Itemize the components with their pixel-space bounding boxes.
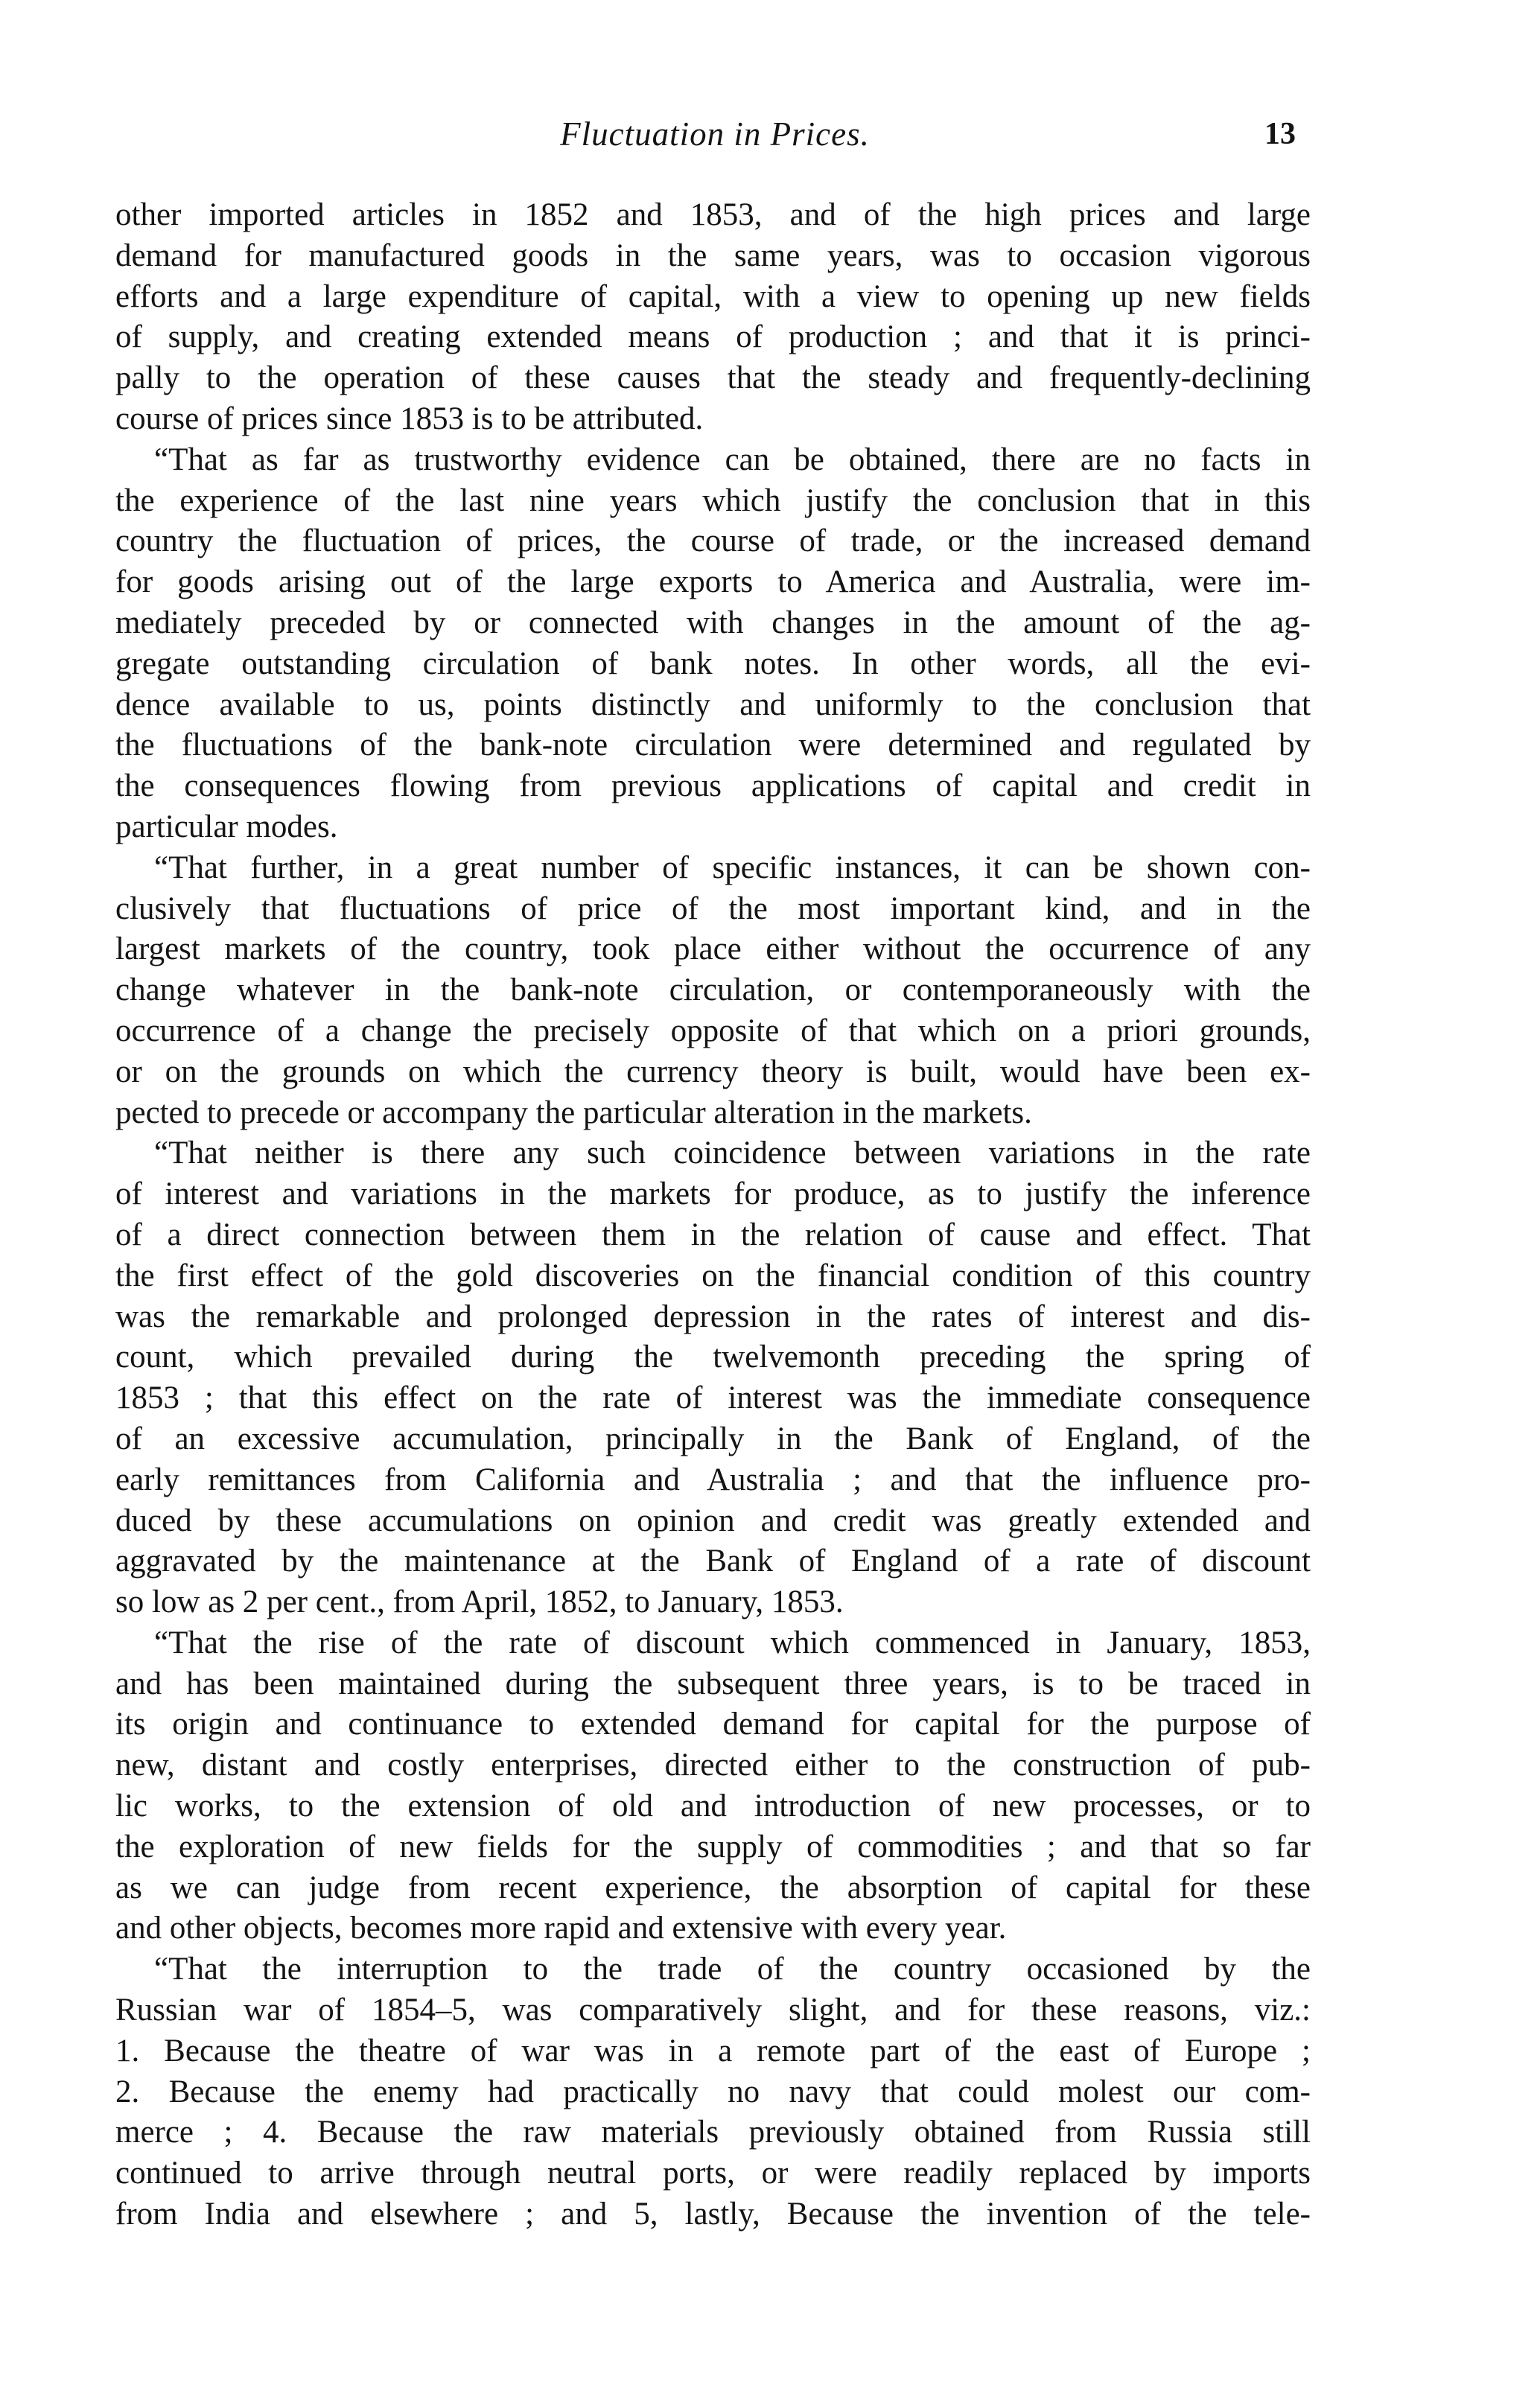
paragraph — [115, 1949, 1311, 2235]
text-line: “That the rise of the rate of discount which commenced in January, 1853, — [154, 1625, 1311, 1660]
paragraph — [115, 195, 1311, 440]
text-line: change whatever in the bank-note circulation, or contemporaneously with the — [115, 972, 1311, 1008]
text-line: its origin and continuance to extended demand for capital for the purpose of — [115, 1707, 1311, 1742]
text-line: of an excessive accumulation, principally in the Bank of England, of the — [115, 1421, 1311, 1456]
text-line: “That neither is there any such coincidence between variations in the rate — [154, 1135, 1311, 1171]
text-line: dence available to us, points distinctly and uniformly to the conclusion that — [115, 687, 1311, 722]
text-line: of supply, and creating extended means of production ; and that it is princi- — [115, 319, 1311, 355]
text-line: of a direct connection between them in the relation of cause and effect. That — [115, 1217, 1311, 1252]
text-line: 2. Because the enemy had practically no navy that could molest our com- — [115, 2074, 1311, 2109]
text-line: early remittances from California and Australia ; and that the influence pro- — [115, 1462, 1311, 1497]
text-line: 1853 ; that this effect on the rate of interest was the immediate consequence — [115, 1380, 1311, 1416]
text-line: the exploration of new fields for the supply of commodities ; and that so far — [115, 1829, 1311, 1864]
text-line: the consequences flowing from previous applications of capital and credit in — [115, 768, 1311, 804]
text-line: occurrence of a change the precisely opposite of that which on a priori grounds, — [115, 1013, 1311, 1048]
text-line: continued to arrive through neutral ports, or were readily replaced by imports — [115, 2156, 1311, 2191]
paragraph — [115, 440, 1311, 848]
text-line: “That the interruption to the trade of the country occasioned by the — [154, 1952, 1311, 1987]
text-line: course of prices since 1853 is to be attributed. — [115, 401, 704, 436]
text-line: particular modes. — [115, 809, 338, 844]
running-title: Fluctuation in Prices. — [560, 115, 870, 153]
text-line: or on the grounds on which the currency theory is built, would have been ex- — [115, 1054, 1311, 1089]
text-line: merce ; 4. Because the raw materials previously obtained from Russia still — [115, 2115, 1311, 2150]
text-line: efforts and a large expenditure of capital, with a view to opening up new fields — [115, 278, 1311, 314]
text-line: Russian war of 1854–5, was comparatively slight, and for these reasons, viz.: — [115, 1993, 1311, 2028]
text-line: country the fluctuation of prices, the course of trade, or the increased demand — [115, 523, 1311, 559]
text-line: and other objects, becomes more rapid and extensive with every year. — [115, 1911, 1007, 1946]
text-line: clusively that fluctuations of price of the most important kind, and in the — [115, 891, 1311, 926]
text-line: 1. Because the theatre of war was in a remote part of the east of Europe ; — [115, 2033, 1311, 2068]
text-line: of interest and variations in the markets for produce, as to justify the inference — [115, 1176, 1311, 1212]
text-line: pected to precede or accompany the particular alteration in the markets. — [115, 1095, 1032, 1130]
text-line: from India and elsewhere ; and 5, lastly, Because the invention of the tele- — [115, 2197, 1311, 2232]
text-line: largest markets of the country, took place either without the occurrence of any — [115, 931, 1311, 967]
paragraph — [115, 848, 1311, 1134]
paragraph — [115, 1623, 1311, 1949]
text-line: demand for manufactured goods in the same years, was to occasion vigorous — [115, 238, 1311, 273]
text-line: for goods arising out of the large exports to America and Australia, were im- — [115, 564, 1311, 600]
text-line: the fluctuations of the bank-note circulation were determined and regulated by — [115, 727, 1311, 763]
text-line: “That further, in a great number of specific instances, it can be shown con- — [154, 850, 1311, 885]
text-line: was the remarkable and prolonged depression in the rates of interest and dis- — [115, 1299, 1311, 1334]
text-line: pally to the operation of these causes that the steady and frequently-declining — [115, 360, 1311, 396]
text-line: new, distant and costly enterprises, directed either to the construction of pub- — [115, 1748, 1311, 1783]
running-head — [0, 112, 1537, 156]
text-line: so low as 2 per cent., from April, 1852, to January, 1853. — [115, 1584, 844, 1620]
text-line: the experience of the last nine years which justify the conclusion that in this — [115, 482, 1311, 518]
text-line: other imported articles in 1852 and 1853, and of the high prices and large — [115, 197, 1311, 232]
text-line: count, which prevailed during the twelvemonth preceding the spring of — [115, 1340, 1311, 1375]
text-line: mediately preceded by or connected with changes in the amount of the ag- — [115, 605, 1311, 640]
text-line: lic works, to the extension of old and introduction of new processes, or to — [115, 1789, 1311, 1824]
text-line: aggravated by the maintenance at the Bank of England of a rate of discount — [115, 1544, 1311, 1579]
text-line: as we can judge from recent experience, the absorption of capital for these — [115, 1870, 1311, 1905]
text-line: “That as far as trustworthy evidence can be obtained, there are no facts in — [154, 442, 1311, 477]
text-line: gregate outstanding circulation of bank notes. In other words, all the evi- — [115, 646, 1311, 681]
text-body — [115, 195, 1311, 2235]
page-number: 13 — [1264, 117, 1296, 151]
text-line: the first effect of the gold discoveries on the financial condition of this country — [115, 1258, 1311, 1293]
text-line: duced by these accumulations on opinion and credit was greatly extended and — [115, 1503, 1311, 1538]
paragraph — [115, 1133, 1311, 1623]
text-line: and has been maintained during the subsequent three years, is to be traced in — [115, 1666, 1311, 1701]
